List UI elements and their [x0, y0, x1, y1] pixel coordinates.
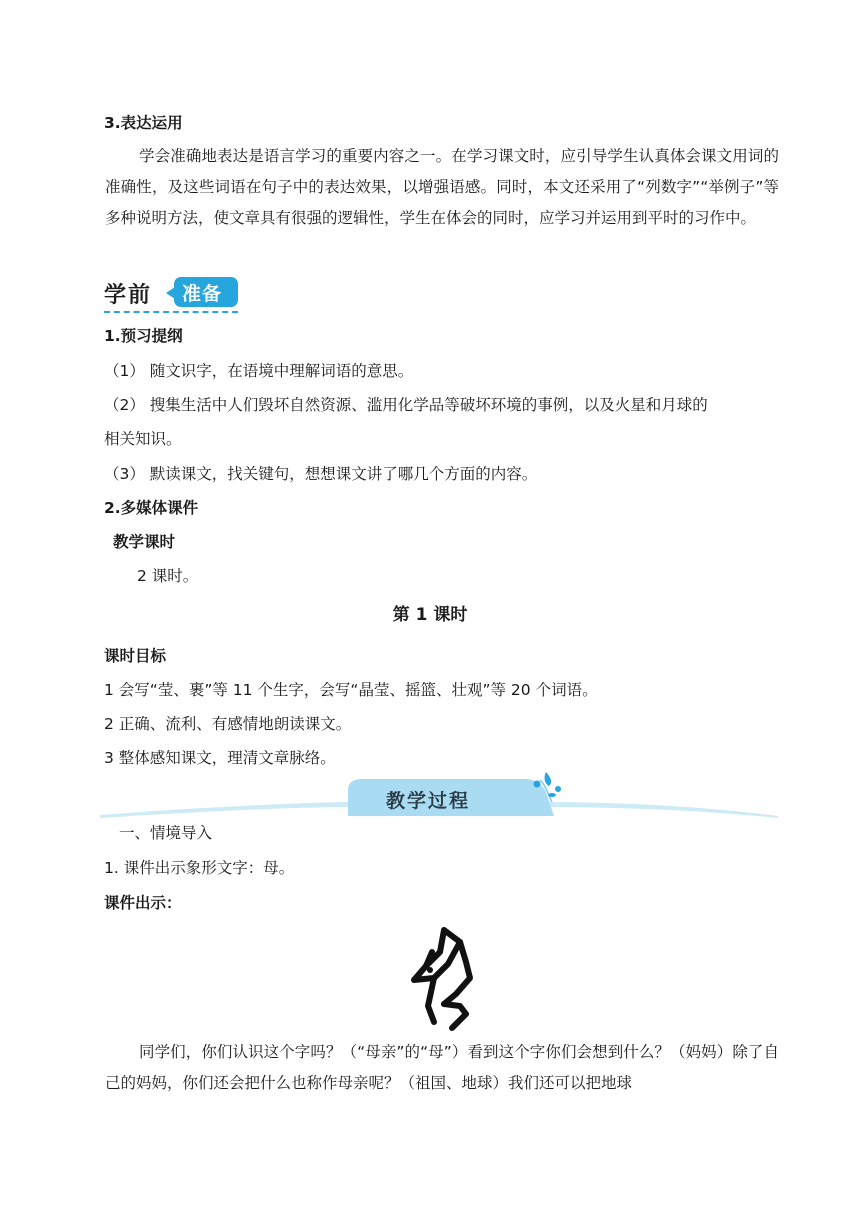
prep-banner: [104, 275, 236, 313]
preview-item-2-line-2: 相关知识。: [104, 430, 182, 448]
preview-heading: 1.预习提纲: [104, 327, 183, 345]
hours-heading: 教学课时: [113, 533, 176, 551]
process-banner-label: 教学过程: [386, 790, 471, 812]
process-banner: [100, 772, 778, 820]
hours-value: 2 课时。: [137, 567, 199, 585]
preview-item-3: （3） 默读课文，找关键句，想想课文讲了哪几个方面的内容。: [104, 465, 538, 483]
intro-heading: 一、情境导入: [119, 824, 213, 842]
multimedia-heading: 2.多媒体课件: [104, 499, 199, 517]
prep-banner-tag: [174, 277, 238, 307]
prep-banner-underline: [104, 311, 238, 313]
goal-item-3: 3 整体感知课文，理清文章脉络。: [104, 749, 336, 767]
section-paragraph-expression: 学会准确地表达是语言学习的重要内容之一。在学习课文时，应引导学生认真体会课文用词的准确性，及这些词语在句子中的表达效果，以增强语感。同时，本文还采用了“列数字”“举例子”等多种说明方法，使文章具有很强的逻辑性，学生在体会的同时，应学习并运用到平时的习作中。: [105, 147, 779, 227]
prep-banner-left-text: 学前: [104, 283, 153, 308]
intro-show-label: 课件出示：: [104, 894, 182, 912]
goals-heading: 课时目标: [104, 647, 167, 665]
prep-banner-right-text: 准备: [182, 283, 223, 305]
closing-paragraph: 同学们，你们认识这个字吗？（“母亲”的“母”）看到这个字你们会想到什么？（妈妈）除了自己的妈妈，你们还会把什么也称作母亲呢？（祖国、地球）我们还可以把地球: [105, 1043, 779, 1092]
goal-item-1: 1 会写“莹、裹”等 11 个生字，会写“晶莹、摇篮、壮观”等 20 个词语。: [104, 681, 598, 699]
intro-step-1: 1. 课件出示象形文字：母。: [104, 859, 295, 877]
lesson-title: 第 1 课时: [392, 605, 468, 625]
pictograph-mother-image: [404, 922, 484, 1032]
preview-item-2-line-1: （2） 搜集生活中人们毁坏自然资源、滥用化学品等破坏环境的事例，以及火星和月球的: [104, 396, 708, 414]
preview-item-1: （1） 随文识字，在语境中理解词语的意思。: [104, 362, 414, 380]
section-heading-expression: 3.表达运用: [104, 114, 183, 132]
goal-item-2: 2 正确、流利、有感情地朗读课文。: [104, 715, 352, 733]
